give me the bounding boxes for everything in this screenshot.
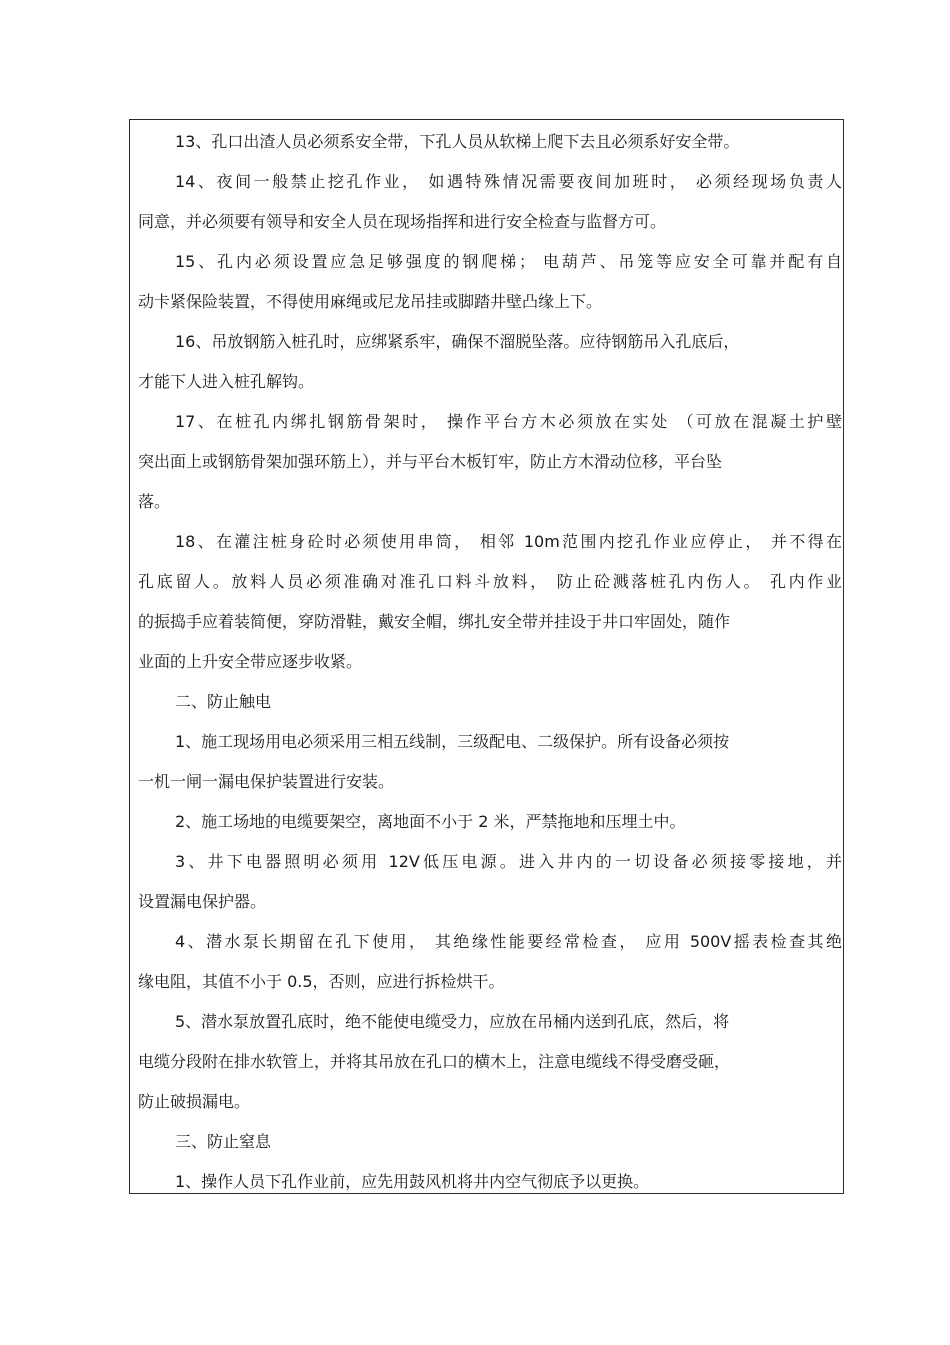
section-heading-suffocation: 三、防止窒息 [175, 1132, 272, 1151]
electric-item-3-line-1: 3、井下电器照明必须用 12V低压电源。进入井内的一切设备必须接零接地，并 [175, 852, 842, 871]
electric-item-4-line-1: 4、潜水泵长期留在孔下使用， 其绝缘性能要经常检查， 应用 500V摇表检查其绝 [175, 932, 842, 951]
electric-item-1-line-2: 一机一闸一漏电保护装置进行安装。 [138, 772, 395, 791]
suffocation-item-1: 1、操作人员下孔作业前，应先用鼓风机将井内空气彻底予以更换。 [175, 1172, 650, 1191]
paragraph-17-line-3: 落。 [138, 492, 171, 511]
paragraph-18-line-4: 业面的上升安全带应逐步收紧。 [138, 652, 363, 671]
electric-item-4-line-2: 缘电阻，其值不小于 0.5，否则，应进行拆检烘干。 [138, 972, 505, 991]
paragraph-14-line-2: 同意，并必须要有领导和安全人员在现场指挥和进行安全检查与监督方可。 [138, 212, 667, 231]
electric-item-5-line-2: 电缆分段附在排水软管上，并将其吊放在孔口的横木上，注意电缆线不得受磨受砸， [138, 1052, 731, 1071]
paragraph-18-line-3: 的振捣手应着装简便，穿防滑鞋，戴安全帽，绑扎安全带并挂设于井口牢固处，随作 [138, 612, 731, 631]
paragraph-13: 13、孔口出渣人员必须系安全带，下孔人员从软梯上爬下去且必须系好安全带。 [175, 132, 740, 151]
paragraph-18-line-1: 18、在灌注桩身砼时必须使用串筒， 相邻 10m范围内挖孔作业应停止， 并不得在 [175, 532, 842, 551]
paragraph-17-line-2: 突出面上或钢筋骨架加强环筋上），并与平台木板钉牢，防止方木滑动位移，平台坠 [138, 452, 723, 471]
paragraph-15-line-2: 动卡紧保险装置，不得使用麻绳或尼龙吊挂或脚踏井壁凸缘上下。 [138, 292, 603, 311]
electric-item-2: 2、施工场地的电缆要架空，离地面不小于 2 米，严禁拖地和压埋土中。 [175, 812, 686, 831]
section-heading-electric-shock: 二、防止触电 [175, 692, 272, 711]
electric-item-1-line-1: 1、施工现场用电必须采用三相五线制，三级配电、二级保护。所有设备必须按 [175, 732, 730, 751]
electric-item-3-line-2: 设置漏电保护器。 [138, 892, 267, 911]
paragraph-16-line-1: 16、吊放钢筋入桩孔时，应绑紧系牢，确保不溜脱坠落。应待钢筋吊入孔底后， [175, 332, 740, 351]
paragraph-18-line-2: 孔底留人。放料人员必须准确对准孔口料斗放料， 防止砼溅落桩孔内伤人。 孔内作业 [138, 572, 842, 591]
electric-item-5-line-3: 防止破损漏电。 [138, 1092, 251, 1111]
paragraph-14-line-1: 14、夜间一般禁止挖孔作业， 如遇特殊情况需要夜间加班时， 必须经现场负责人 [175, 172, 842, 191]
paragraph-15-line-1: 15、孔内必须设置应急足够强度的钢爬梯； 电葫芦、吊笼等应安全可靠并配有自 [175, 252, 842, 271]
electric-item-5-line-1: 5、潜水泵放置孔底时，绝不能使电缆受力，应放在吊桶内送到孔底，然后，将 [175, 1012, 730, 1031]
paragraph-17-line-1: 17、在桩孔内绑扎钢筋骨架时， 操作平台方木必须放在实处 （可放在混凝土护壁 [175, 412, 842, 431]
paragraph-16-line-2: 才能下人进入桩孔解钩。 [138, 372, 315, 391]
